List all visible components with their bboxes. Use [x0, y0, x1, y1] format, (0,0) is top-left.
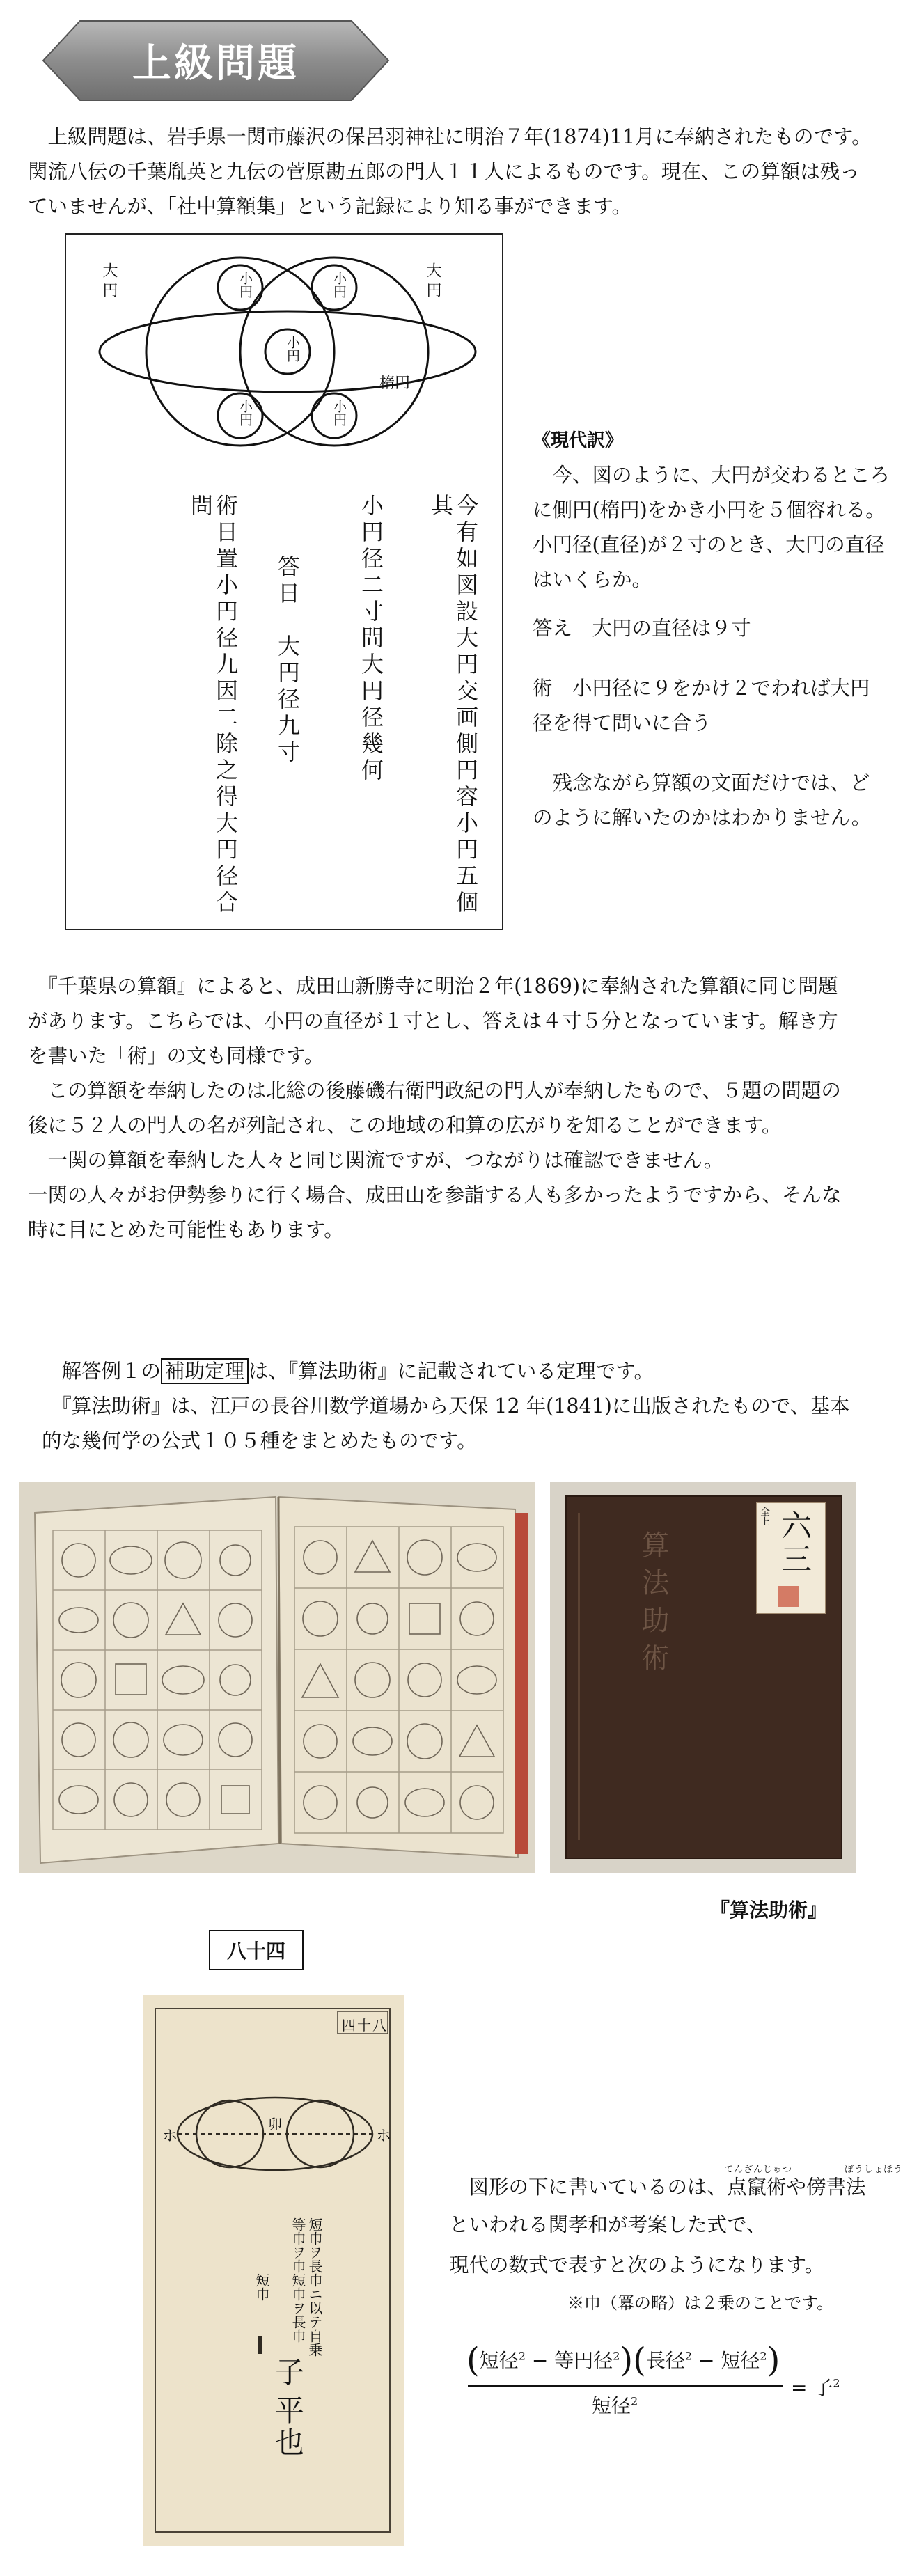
- hojo-text: 解答例１の: [42, 1360, 162, 1383]
- term-boushohou: 傍書法: [806, 2176, 866, 2199]
- explain-text: 図形の下に書いているのは、: [449, 2176, 728, 2199]
- intro-paragraph: [28, 120, 898, 224]
- chiba-line: 後に５２人の門人の名が列記され、この地域の和算の広がりを知ることができます。: [28, 1114, 782, 1137]
- formula-term: 短径: [592, 2394, 631, 2417]
- chiba-line: 一関の算額を奉納した人々と同じ関流ですが、つながりは確認できません。: [28, 1149, 724, 1172]
- point-ho-left: ホ: [162, 2128, 178, 2145]
- formula-term: 長径: [645, 2349, 685, 2372]
- book-cover-photo: [550, 1482, 856, 1873]
- page-84-text-c: 短巾: [253, 2273, 270, 2301]
- chiba-line: 一関の人々がお伊勢参りに行く場合、成田山を参詣する人も多かったようですから、そんな: [28, 1184, 842, 1207]
- label-ellipse: 楕円: [379, 375, 411, 392]
- cover-title: 算法助術: [637, 1530, 669, 1681]
- translation-method-line: 径を得て問いに合う: [533, 712, 712, 735]
- chiba-line: を書いた「術」の文も同様です。: [28, 1044, 324, 1067]
- translation-method-line: 術 小円径に９をかけ２でわれば大円: [533, 677, 870, 700]
- page-84-diagram: [143, 1995, 404, 2546]
- label-small-circle: 小円: [285, 336, 300, 362]
- page-84-end: 平也: [271, 2395, 305, 2459]
- red-seal: [778, 1586, 799, 1607]
- cover-binding-line: [578, 1513, 580, 1840]
- hojo-paragraph: [42, 1354, 898, 1459]
- formula-exponent: 2: [631, 2394, 638, 2408]
- translation-answer: 答え 大円の直径は９寸: [533, 617, 751, 640]
- hojo-line-3: 的な幾何学の公式１０５種をまとめたものです。: [42, 1429, 477, 1452]
- fraction-bar: [468, 2385, 783, 2387]
- page-84-tag: 八十四: [209, 1930, 304, 1970]
- formula-exponent: 2: [613, 2349, 620, 2363]
- formula-exponent: 2: [833, 2376, 840, 2390]
- label-small-circle: 小円: [331, 272, 347, 298]
- formula-explanation: [449, 2162, 909, 2320]
- explain-line-1: [449, 2162, 909, 2205]
- book-open-photo: [19, 1482, 535, 1873]
- formula-minus: −: [531, 2349, 549, 2372]
- hojo-text: は、『算法助術』に記載されている定理です。: [249, 1360, 654, 1383]
- cover-label-number: 六三: [776, 1509, 811, 1576]
- cover-label-top: 全上: [759, 1507, 770, 1526]
- chiba-line: 『千葉県の算額』によると、成田山新勝寺に明治２年(1869)に奉納された算額に同じ問題: [28, 975, 838, 998]
- hojo-teiri-boxed: 補助定理: [161, 1358, 249, 1384]
- label-small-circle: 小円: [237, 400, 253, 426]
- intro-line: ていませんが、「社中算額集」という記録により知る事ができます。: [28, 195, 631, 218]
- formula-term: 等円径: [554, 2349, 613, 2372]
- label-large-circle-left: 大円: [100, 262, 118, 301]
- modern-translation: [533, 423, 909, 835]
- point-center: 卯: [268, 2116, 282, 2133]
- translation-line: 小円径(直径)が２寸のとき、大円の直径: [533, 533, 885, 556]
- chiba-line: 時に目にとめた可能性もあります。: [28, 1218, 344, 1241]
- explain-line-2: といわれる関孝和が考案した式で、: [449, 2213, 767, 2236]
- chiba-line: があります。こちらでは、小円の直径が１寸とし、答えは４寸５分となっています。解き方: [28, 1010, 838, 1032]
- hojo-line-2: 『算法助術』は、江戸の長谷川数学道場から天保 12 年(1841)に出版されたもので、基本: [42, 1395, 850, 1417]
- formula-minus: −: [698, 2349, 715, 2372]
- book-caption: 『算法助術』: [710, 1899, 828, 1922]
- point-ho-right: ホ: [376, 2128, 392, 2145]
- sangaku-method-col: 術日置小円径九因二除之得大円径合問: [187, 494, 239, 917]
- page-84-text-b: 等巾ヲ巾短巾ヲ長巾: [290, 2217, 306, 2343]
- formula-rhs: [791, 2373, 840, 2401]
- label-small-circle: 小円: [331, 400, 347, 426]
- formula-term: 短径: [479, 2349, 519, 2372]
- formula-exponent: 2: [760, 2349, 767, 2363]
- chiba-line: この算額を奉納したのは北総の後藤磯右衛門政紀の門人が奉納したもので、５題の問題の: [28, 1079, 841, 1102]
- intro-line: 上級問題は、岩手県一関市藤沢の保呂羽神社に明治７年(1874)11月に奉納されたものです。: [28, 125, 872, 148]
- formula-exponent: 2: [684, 2349, 693, 2363]
- translation-heading: 《現代訳》: [533, 430, 624, 451]
- label-small-circle: 小円: [237, 272, 253, 298]
- translation-remark-line: 残念ながら算額の文面だけでは、ど: [533, 771, 870, 794]
- formula-numerator: (短径$^2$ − 等円径$^2$)(長径$^2$ − 短径$^2$): [466, 2341, 780, 2380]
- page-84-scan: [143, 1995, 404, 2546]
- book-open-illustration: [19, 1482, 535, 1873]
- page-title: 上級問題: [132, 41, 299, 86]
- page-84-corner: 四十八: [342, 2017, 388, 2034]
- sangaku-text-col-1: 今有如図設大円交画側円容小円五個其: [427, 494, 479, 917]
- chiba-paragraph: [28, 969, 905, 1248]
- page-84-text-a: 短巾ヲ長巾ニ以テ自乗: [306, 2217, 323, 2357]
- translation-line: に側円(楕円)をかき小円を５個容れる。: [533, 498, 886, 521]
- furigana-bousho: ぼうしょほう: [845, 2165, 904, 2175]
- term-tenzanjutsu: 点竄術: [727, 2176, 787, 2199]
- sangaku-figure-box: [65, 233, 503, 930]
- translation-remark-line: のように解いたのかはわかりません。: [533, 806, 872, 829]
- formula-term: 子: [813, 2376, 833, 2399]
- label-large-circle-right: 大円: [424, 262, 441, 301]
- explain-line-3: 現代の数式で表すと次のようになります。: [449, 2254, 825, 2277]
- formula-exponent: 2: [518, 2349, 526, 2363]
- formula-denominator: [592, 2391, 638, 2419]
- explain-text: や: [786, 2176, 807, 2199]
- translation-line: はいくらか。: [533, 568, 652, 591]
- intro-line: 関流八伝の千葉胤英と九伝の菅原勘五郎の門人１１人によるものです。現在、この算額は残っ: [28, 160, 860, 183]
- formula-term: 短径: [721, 2349, 760, 2372]
- page-84-answer: 子: [271, 2357, 305, 2389]
- division-stroke: [258, 2336, 262, 2354]
- translation-line: 今、図のように、大円が交わるところ: [533, 464, 890, 487]
- sangaku-text-col-2: 小円径二寸問大円径幾何: [358, 494, 384, 785]
- formula: [460, 2341, 905, 2424]
- furigana-tenzan: てんざんじゅつ: [724, 2165, 793, 2175]
- hojo-line-1: [42, 1354, 898, 1389]
- sangaku-answer-col: 答日 大円径九寸: [274, 555, 301, 767]
- explain-note: ※巾（冪の略）は２乗のことです。: [567, 2293, 834, 2313]
- formula-equals: =: [791, 2376, 808, 2399]
